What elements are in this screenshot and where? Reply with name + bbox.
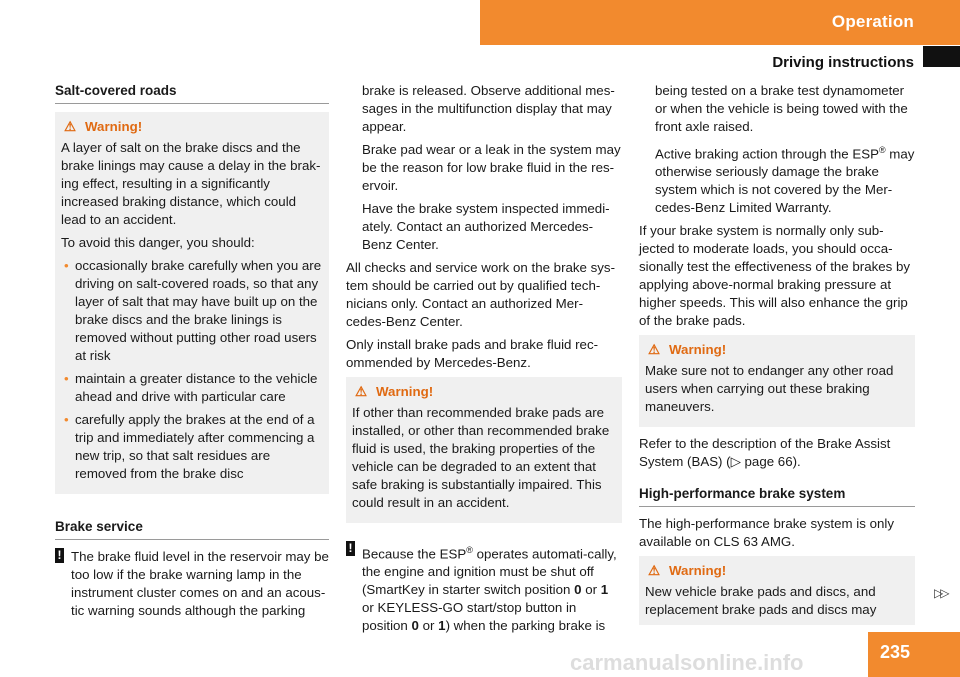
warning-title-text: Warning! (669, 563, 727, 579)
page-number-tab (868, 632, 960, 677)
warning-triangle-icon: ⚠ (648, 563, 660, 579)
section-marker (923, 46, 960, 67)
heading-salt-covered-roads: Salt-covered roads (55, 82, 329, 104)
registered-mark: ® (466, 545, 473, 555)
warning-triangle-icon: ⚠ (355, 384, 367, 399)
column-3 (639, 82, 915, 633)
note-text: The brake fluid level in the reservoir may be too low if the brake warning lamp in the instrument cluster comes on and an acous-tic warning sounds although the parking (71, 549, 329, 618)
warning-paragraph: A layer of salt on the brake discs and the brake linings may cause a delay in the brak-ing effect, resulting in a significantly increased braking distance, which could lead to an accident. (61, 140, 321, 227)
chapter-tab (480, 0, 960, 45)
page-number: 235 (880, 642, 911, 662)
warning-title-text: Warning! (85, 119, 143, 134)
warning-paragraph: If other than recommended brake pads are installed, or other than recommended brake fluid is used, the braking properties of the vehicle can be degraded to an extent that safe braking is substantially impaired. This could result in an accident. (352, 405, 610, 510)
note-text: operates automati-cally, the engine and ignition must be shut off (SmartKey in starter switch position (362, 546, 617, 598)
paragraph-text: may otherwise seriously damage the brake system which is not covered by the Mer-cedes-Benz Limited Warranty. (655, 146, 915, 216)
warning-title (645, 562, 909, 580)
note-esp (346, 541, 622, 635)
bullet-item: • occasionally brake carefully when you are driving on salt-covered roads, so that any layer of salt that may have built up on the brake discs and the brake linings is removed without putting other road users at risk (61, 257, 323, 365)
warning-paragraph: To avoid this danger, you should: (61, 235, 255, 250)
column-1 (55, 82, 329, 620)
paragraph-bas-reference: Refer to the description of the Brake Assist System (BAS) (▷ page 66). (639, 436, 891, 470)
heading-brake-service: Brake service (55, 518, 329, 540)
warning-triangle-icon: ⚠ (648, 342, 660, 358)
warning-triangle-icon: ⚠ (64, 119, 76, 134)
warning-title-text: Warning! (376, 384, 434, 399)
warning-paragraph: Make sure not to endanger any other road users when carrying out these braking maneuvers. (645, 363, 894, 415)
watermark: carmanualsonline.info (570, 650, 804, 675)
warning-box-new-brake-pads (639, 556, 915, 625)
switch-position: 0 (411, 618, 419, 634)
warning-box-salt (55, 112, 329, 494)
paragraph: The high-performance brake system is only available on CLS 63 AMG. (639, 516, 894, 550)
note-text: or (418, 618, 439, 634)
paragraph: Brake pad wear or a leak in the system may be the reason for low brake fluid in the res-ervoir. (362, 142, 621, 193)
paragraph (639, 141, 915, 217)
heading-high-performance-brake-system: High-performance brake system (639, 485, 915, 507)
warning-title (61, 118, 323, 136)
registered-mark: ® (878, 145, 886, 155)
note-exclamation-icon: ! (346, 541, 355, 556)
paragraph: All checks and service work on the brake sys-tem should be carried out by qualified tech-nicians only. Contact an authorized Mer-cedes-Benz Center. (346, 260, 616, 329)
column-2 (346, 82, 622, 635)
note-text: or (581, 582, 601, 598)
warning-title (352, 383, 616, 401)
switch-position: 0 (574, 582, 582, 598)
warning-box-brake-pads (346, 377, 622, 523)
warning-box-braking-maneuvers (639, 335, 915, 427)
warning-paragraph: New vehicle brake pads and discs, and replacement brake pads and discs may (645, 584, 877, 618)
paragraph: brake is released. Observe additional mes-sages in the multifunction display that may appear. (362, 83, 615, 134)
paragraph: Have the brake system inspected immedi-ately. Contact an authorized Mercedes-Benz Center. (362, 201, 610, 252)
paragraph: Only install brake pads and brake fluid rec-ommended by Mercedes-Benz. (346, 337, 599, 370)
paragraph: If your brake system is normally only sub-jected to moderate loads, you should occa-sionally test the effectiveness of the brakes by applying above-normal braking pressure at higher speeds. This will also enhance the grip of the brake pads. (639, 223, 911, 329)
note-brake-fluid (55, 548, 329, 620)
note-text: or KEYLESS-GO start/stop button in position (362, 600, 577, 634)
bullet-item: • maintain a greater distance to the vehicle ahead and drive with particular care (61, 370, 323, 406)
bullet-item: • carefully apply the brakes at the end of a trip and immediately after commencing a new trip, so that salt residues are removed from the brake disc (61, 411, 323, 483)
continued-arrow-icon: ▷▷ (934, 586, 947, 600)
paragraph: being tested on a brake test dynamometer or when the vehicle is being towed with the front axle raised. (655, 83, 908, 134)
warning-title (645, 341, 909, 359)
switch-position: 1 (438, 618, 446, 634)
paragraph-text: Active braking action through the ESP (655, 146, 879, 162)
note-text: ) when the parking brake is (445, 618, 606, 634)
note-exclamation-icon: ! (55, 548, 64, 563)
warning-title-text: Warning! (669, 342, 727, 358)
section-title: Driving instructions (772, 54, 914, 71)
note-text: Because the ESP (362, 546, 467, 562)
chapter-title: Operation (831, 12, 914, 31)
switch-position: 1 (600, 582, 609, 598)
